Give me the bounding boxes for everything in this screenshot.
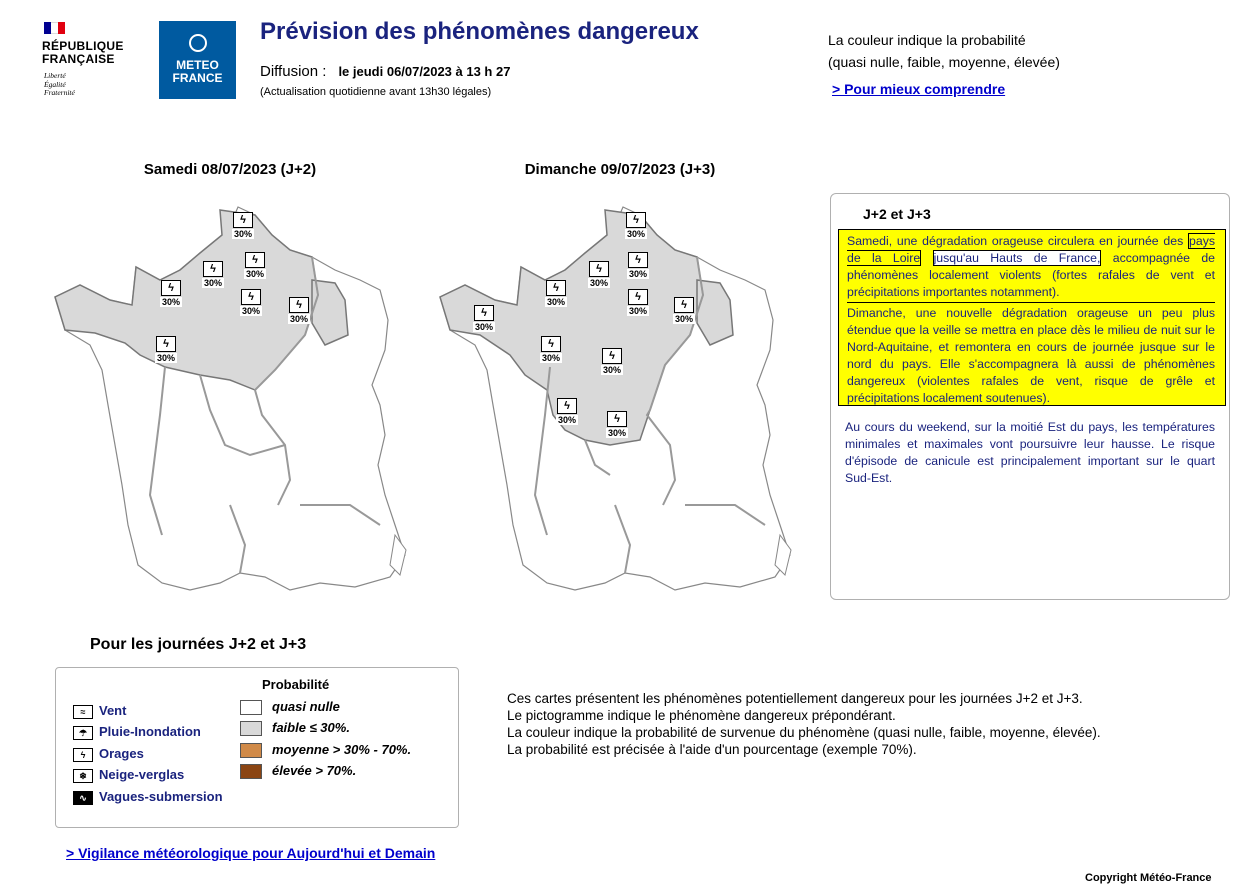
probability-quasi-nulle: quasi nulle <box>240 699 340 717</box>
legend-item-rain: ☂ Pluie-Inondation <box>73 724 201 742</box>
probability-faible: faible ≤ 30%. <box>240 720 350 738</box>
probability-elevee: élevée > 70%. <box>240 763 356 781</box>
storm-badge: ϟ 30% <box>674 299 693 324</box>
legend-item-wind: ≈ Vent <box>73 703 126 721</box>
meteo-france-logo <box>159 21 236 99</box>
storm-badge: ϟ 30% <box>589 263 608 288</box>
storm-badge: ϟ 30% <box>233 214 252 239</box>
legend-note-line2: (quasi nulle, faible, moyenne, élevée) <box>828 54 1060 70</box>
forecast-sunday: Dimanche, une nouvelle dégradation orageuse un peu plus étendue que la veille se mettra en place dès le milieu de nuit sur le Nord-Aquitaine, et remontera en cours de journée jusque sur le nord du pays. Elle s'accompagnera là aussi de phénomènes dangereux (violentes rafales de vent, risque de grêle et précipitations localement soutenues). <box>847 302 1215 407</box>
map-description <box>507 690 1162 758</box>
storm-badge: ϟ 30% <box>626 214 645 239</box>
forecast-region-2: jusqu'au Hauts de France, <box>933 251 1101 265</box>
probability-title: Probabilité <box>262 677 330 692</box>
storm-badge: ϟ 30% <box>474 307 493 332</box>
storm-icon: ϟ <box>626 212 646 228</box>
storm-badge: ϟ 30% <box>241 291 260 316</box>
storm-badge: ϟ 30% <box>156 338 175 363</box>
storm-badge: ϟ 30% <box>546 282 565 307</box>
forecast-saturday-line2c: accompagnée de <box>1112 251 1215 265</box>
storm-icon: ϟ <box>241 289 261 305</box>
france-map-sunday <box>435 205 815 600</box>
forecast-heat: Au cours du weekend, sur la moitié Est du pays, les températures minimales et maximales vont poursuivre leur hausse. Le risque d'épisode de canicule est principalement important sur le quart Sud-Est. <box>845 420 1215 485</box>
swatch-white <box>240 700 262 715</box>
france-outline-saturday <box>50 205 430 600</box>
storm-icon: ϟ <box>589 261 609 277</box>
france-outline-sunday <box>435 205 815 600</box>
storm-badge: ϟ 30% <box>557 400 576 425</box>
storm-icon: ϟ <box>245 252 265 268</box>
storm-badge: ϟ 30% <box>628 254 647 279</box>
french-flag-icon <box>44 22 64 34</box>
waves-icon: ∿ <box>73 791 93 805</box>
storm-icon: ϟ <box>628 289 648 305</box>
legend-heading: Pour les journées J+2 et J+3 <box>90 636 307 653</box>
wind-icon: ≈ <box>73 705 93 719</box>
description-line2: Le pictogramme indique le phénomène dangereux prépondérant. <box>507 708 896 723</box>
storm-icon: ϟ <box>474 305 494 321</box>
rf-motto-3: Fraternité <box>44 88 75 97</box>
storm-icon: ϟ <box>289 297 309 313</box>
vigilance-link[interactable]: > Vigilance météorologique pour Aujourd'hui et Demain <box>66 845 436 861</box>
france-map-saturday <box>50 205 430 600</box>
rf-line2: FRANÇAISE <box>42 52 115 66</box>
panel-title: J+2 et J+3 <box>863 206 931 222</box>
description-line1: Ces cartes présentent les phénomènes potentiellement dangereux pour les journées J+2 et J+3. <box>507 691 1083 706</box>
legend-note <box>828 29 1060 73</box>
legend-item-storm: ϟ Orages <box>73 746 144 764</box>
mf-line2: FRANCE <box>172 71 223 85</box>
rf-motto-1: Liberté <box>44 71 66 80</box>
storm-badge: ϟ 30% <box>161 282 180 307</box>
snow-ice-icon: ❄ <box>73 769 93 783</box>
rf-line1: RÉPUBLIQUE <box>42 39 124 53</box>
storm-icon: ϟ <box>161 280 181 296</box>
storm-badge: ϟ 30% <box>289 299 308 324</box>
forecast-text-panel <box>830 193 1230 600</box>
swatch-grey <box>240 721 262 736</box>
diffusion-label: Diffusion : <box>260 63 327 80</box>
diffusion-date: le jeudi 06/07/2023 à 13 h 27 <box>338 64 511 79</box>
diffusion-info <box>260 63 510 80</box>
storm-icon: ϟ <box>233 212 253 228</box>
swatch-brown <box>240 764 262 779</box>
storm-badge: ϟ 30% <box>245 254 264 279</box>
storm-icon: ϟ <box>203 261 223 277</box>
mf-line1: METEO <box>176 58 219 72</box>
understand-link[interactable]: > Pour mieux comprendre <box>832 81 1006 97</box>
storm-icon: ϟ <box>156 336 176 352</box>
forecast-saturday-line3: phénomènes localement violents (fortes rafales de vent et précipitations importantes notamment). <box>847 268 1215 299</box>
storm-icon: ϟ <box>602 348 622 364</box>
storm-icon: ϟ <box>628 252 648 268</box>
forecast-saturday <box>847 233 1215 301</box>
legend-note-line1: La couleur indique la probabilité <box>828 32 1026 48</box>
map-title-saturday: Samedi 08/07/2023 (J+2) <box>143 161 317 178</box>
forecast-saturday-line1: Samedi, une dégradation orageuse circulera en journée des <box>847 234 1184 248</box>
description-line4: La probabilité est précisée à l'aide d'un pourcentage (exemple 70%). <box>507 742 917 757</box>
probability-moyenne: moyenne > 30% - 70%. <box>240 742 411 760</box>
storm-badge: ϟ 30% <box>628 291 647 316</box>
copyright: Copyright Météo-France <box>1085 872 1212 884</box>
storm-icon: ϟ <box>73 748 93 762</box>
storm-icon: ϟ <box>607 411 627 427</box>
rain-flood-icon: ☂ <box>73 726 93 740</box>
storm-badge: ϟ 30% <box>203 263 222 288</box>
meteo-france-emblem-icon <box>189 34 207 52</box>
page-title: Prévision des phénomènes dangereux <box>260 18 699 45</box>
map-title-sunday: Dimanche 09/07/2023 (J+3) <box>524 161 716 178</box>
legend-item-snow: ❄ Neige-verglas <box>73 767 184 785</box>
legend-item-waves: ∿ Vagues-submersion <box>73 789 223 807</box>
actualisation-note: (Actualisation quotidienne avant 13h30 légales) <box>260 86 492 98</box>
storm-icon: ϟ <box>546 280 566 296</box>
swatch-orange <box>240 743 262 758</box>
highlighted-forecast <box>838 229 1226 406</box>
republique-francaise-logo <box>42 20 140 100</box>
storm-badge: ϟ 30% <box>602 350 621 375</box>
legend-box <box>55 667 459 828</box>
storm-badge: ϟ 30% <box>607 413 626 438</box>
storm-badge: ϟ 30% <box>541 338 560 363</box>
forecast-region-1: pays de la Loire <box>847 234 1215 265</box>
storm-icon: ϟ <box>674 297 694 313</box>
description-line3: La couleur indique la probabilité de survenue du phénomène (quasi nulle, faible, moyenne, élevée). <box>507 725 1101 740</box>
rf-motto-2: Égalité <box>44 79 66 89</box>
storm-icon: ϟ <box>541 336 561 352</box>
storm-icon: ϟ <box>557 398 577 414</box>
